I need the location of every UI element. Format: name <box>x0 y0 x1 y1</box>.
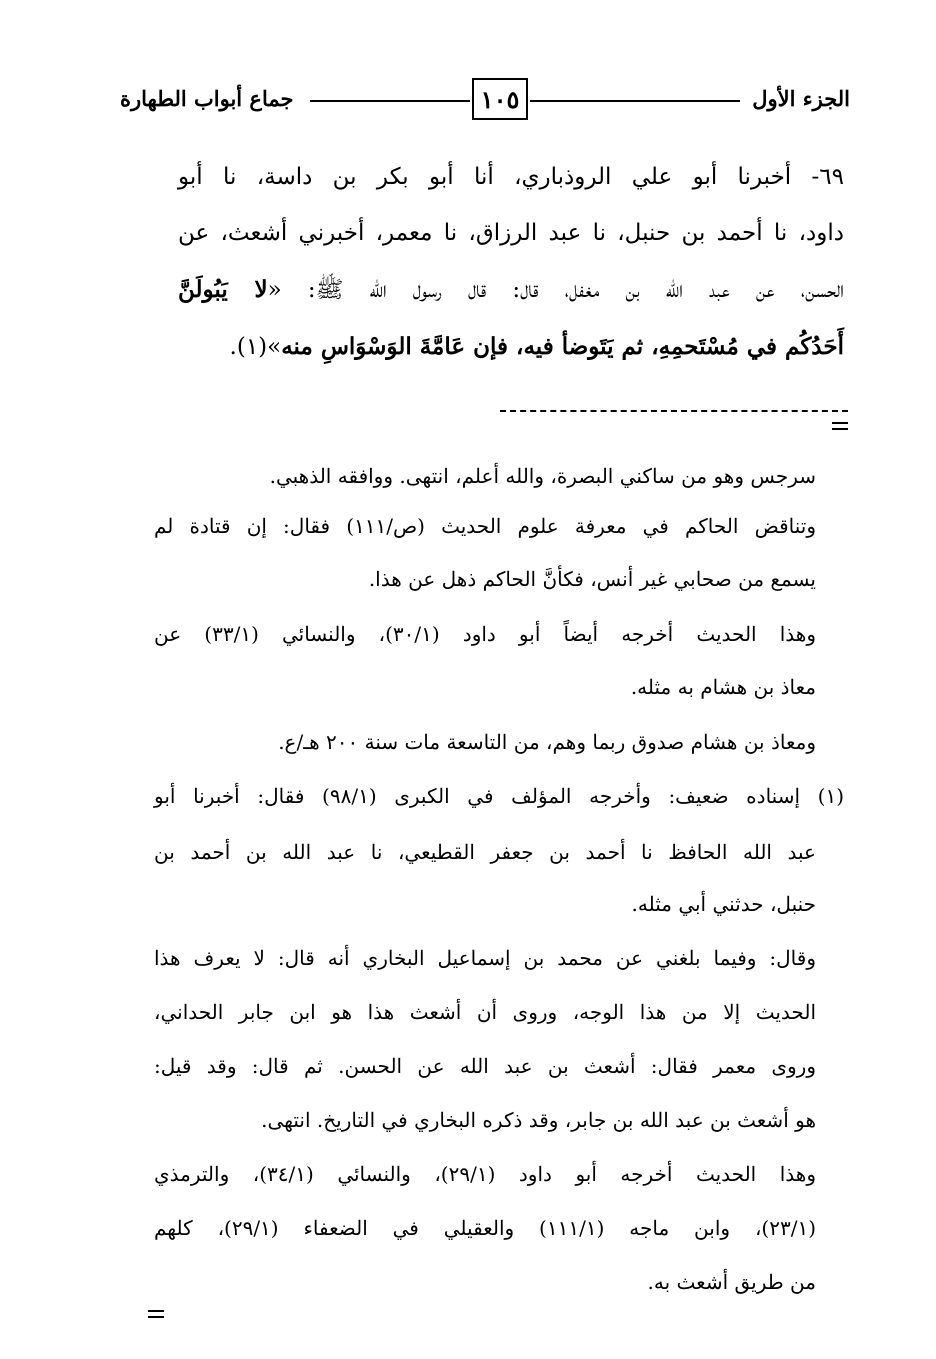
main-text-line-4-tail: »(١). <box>229 334 282 360</box>
main-text-line-3 <box>178 275 844 305</box>
footnote-1-line-3: حنبل، حدثني أبي مثله. <box>631 892 816 916</box>
footnote-1-line-8: وهذا الحديث أخرجه أبو داود (٢٩/١)، والنسائي (٣٤/١)، والترمذي <box>154 1162 817 1186</box>
footnote-1-line-1: (١) إسناده ضعيف: وأخرجه المؤلف في الكبرى (٩٨/١) فقال: أخبرنا أبو <box>154 784 845 808</box>
footnote-1-line-2: عبد الله الحافظ نا أحمد بن جعفر القطيعي، نا عبد الله بن أحمد بن <box>154 840 816 864</box>
footnote-1-line-4: وقال: وفيما بلغني عن محمد بن إسماعيل البخاري أنه قال: لا يعرف هذا <box>154 946 816 970</box>
footnote-continued-line-3: يسمع من صحابي غير أنس، فكأنَّ الحاكم ذهل عن هذا. <box>368 567 816 591</box>
main-text-line-3-hadith: لا يَبُولَنَّ <box>178 276 268 303</box>
continuation-mark-bottom <box>148 1310 164 1318</box>
footnote-1-line-6: وروى معمر فقال: أشعث بن عبد الله عن الحسن. ثم قال: وقد قيل: <box>154 1054 816 1078</box>
header-chapter-title: جماع أبواب الطهارة <box>120 86 294 111</box>
main-text-line-4 <box>178 332 844 362</box>
footnote-continued-line-4: وهذا الحديث أخرجه أيضاً أبو داود (٣٠/١)، والنسائي (٣٣/١) عن <box>154 622 816 646</box>
footnote-1-line-7: هو أشعث بن عبد الله بن جابر، وقد ذكره البخاري في التاريخ. انتهى. <box>261 1108 816 1132</box>
main-text-line-3-plain: الحسن، عن عبد الله بن مغفل، قال: قال رسول الله ﷺ: « <box>267 277 844 303</box>
footnote-continued-line-5: معاذ بن هشام به مثله. <box>630 675 816 699</box>
continuation-mark-top <box>832 422 848 430</box>
footnote-1-line-10: من طريق أشعث به. <box>647 1270 816 1294</box>
footnote-1-line-9: (٢٣/١)، وابن ماجه (١١١/١) والعقيلي في الضعفاء (٢٩/١)، كلهم <box>154 1216 816 1240</box>
footnote-1-line-5: الحديث إلا من هذا الوجه، وروى أن أشعث هذا هو ابن جابر الحداني، <box>154 1000 816 1024</box>
footnote-continued-line-2: وتناقض الحاكم في معرفة علوم الحديث (ص/١١١) فقال: إن قتادة لم <box>154 514 816 538</box>
footnote-continued-line-6: ومعاذ بن هشام صدوق ربما وهم، من التاسعة مات سنة ٢٠٠ هـ/ع. <box>278 730 816 754</box>
footnote-continued-line-1: سرجس وهو من ساكني البصرة، والله أعلم، انتهى. ووافقه الذهبي. <box>269 464 816 488</box>
header-volume-title: الجزء الأول <box>752 86 850 111</box>
main-text-line-2: داود، نا أحمد بن حنبل، نا عبد الرزاق، نا معمر، أخبرني أشعث، عن <box>178 220 844 246</box>
page-number: ١٠٥ <box>480 84 520 114</box>
footnote-separator <box>500 394 848 412</box>
main-text-line-4-hadith: أَحَدُكُم في مُسْتَحمِهِ، ثم يَتَوضأ فيه، فإن عَامَّةَ الوَسْوَاسِ منه <box>281 333 844 360</box>
main-text-line-1: ٦٩- أخبرنا أبو علي الروذباري، أنا أبو بكر بن داسة، نا أبو <box>178 164 844 190</box>
